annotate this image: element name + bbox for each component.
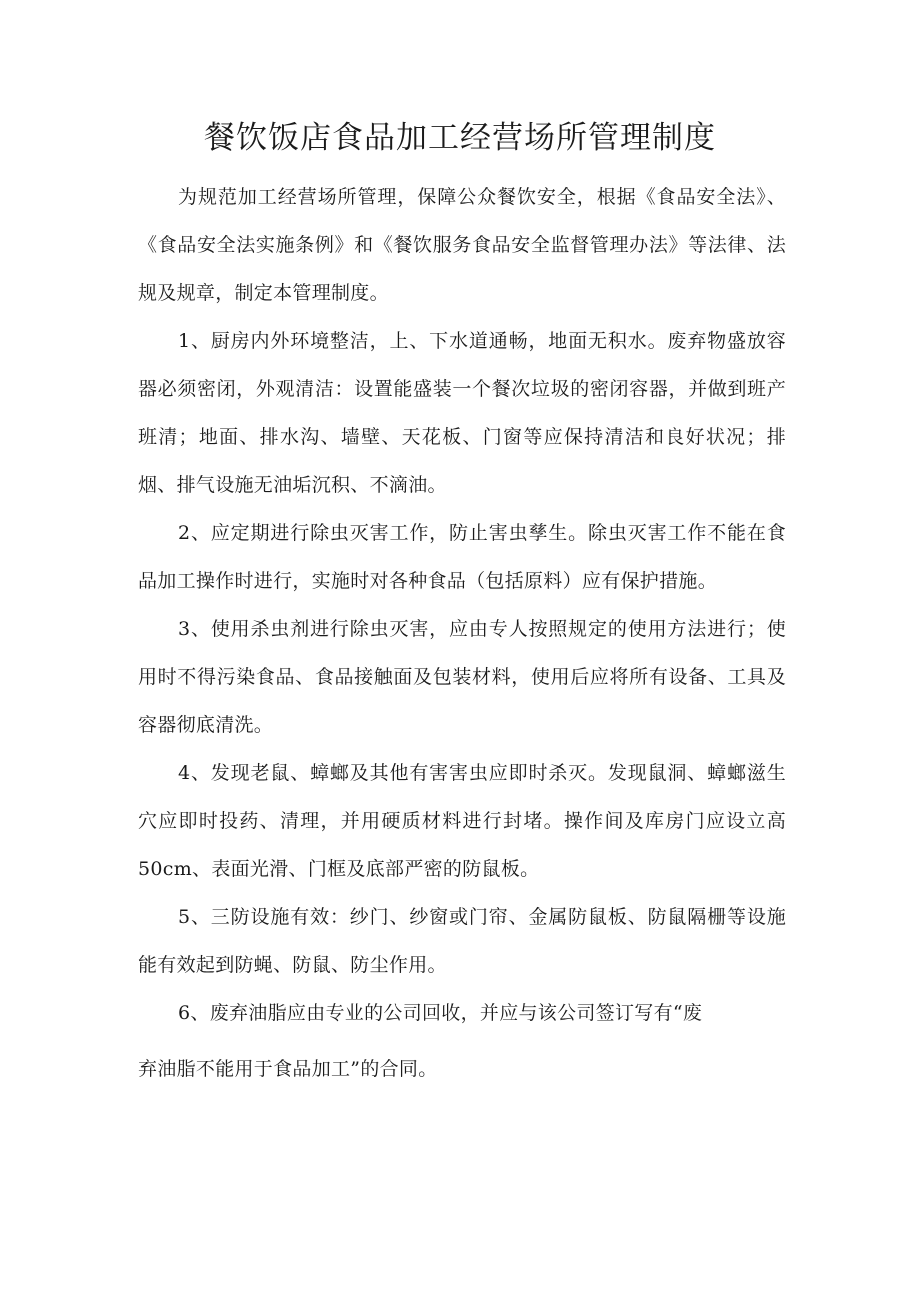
rule-paragraph-6-line-1: 6、废弃油脂应由专业的公司回收，并应与该公司签订写有“废	[178, 1002, 703, 1024]
rule-paragraph-6-line-2: 弃油脂不能用于食品加工”的合同。	[138, 1058, 438, 1080]
rule-paragraph-4: 4、发现老鼠、蟑螂及其他有害害虫应即时杀灭。发现鼠洞、蟑螂滋生穴应即时投药、清理，并用硬质材料进行封堵。操作间及库房门应设立高50cm、表面光滑、门框及底部严密的防鼠板。	[138, 762, 786, 880]
rule-paragraph-3: 3、使用杀虫剂进行除虫灭害，应由专人按照规定的使用方法进行；使用时不得污染食品、食品接触面及包装材料，使用后应将所有设备、工具及容器彻底清洗。	[138, 618, 786, 736]
intro-paragraph: 为规范加工经营场所管理，保障公众餐饮安全，根据《食品安全法》、《食品安全法实施条例》和《餐饮服务食品安全监督管理办法》等法律、法规及规章，制定本管理制度。	[138, 186, 786, 304]
rule-paragraph-5: 5、三防设施有效：纱门、纱窗或门帘、金属防鼠板、防鼠隔栅等设施能有效起到防蝇、防鼠、防尘作用。	[138, 906, 786, 976]
rule-paragraph-1: 1、厨房内外环境整洁，上、下水道通畅，地面无积水。废弃物盛放容器必须密闭，外观清洁：设置能盛装一个餐次垃圾的密闭容器，并做到班产班清；地面、排水沟、墙壁、天花板、门窗等应保持清洁和良好状况；排烟、排气设施无油垢沉积、不滴油。	[138, 330, 786, 496]
page-title: 餐饮饭店食品加工经营场所管理制度	[204, 120, 716, 156]
rule-paragraph-2: 2、应定期进行除虫灭害工作，防止害虫孳生。除虫灭害工作不能在食品加工操作时进行，实施时对各种食品（包括原料）应有保护措施。	[138, 522, 786, 592]
rule-paragraph-6	[138, 989, 786, 1093]
